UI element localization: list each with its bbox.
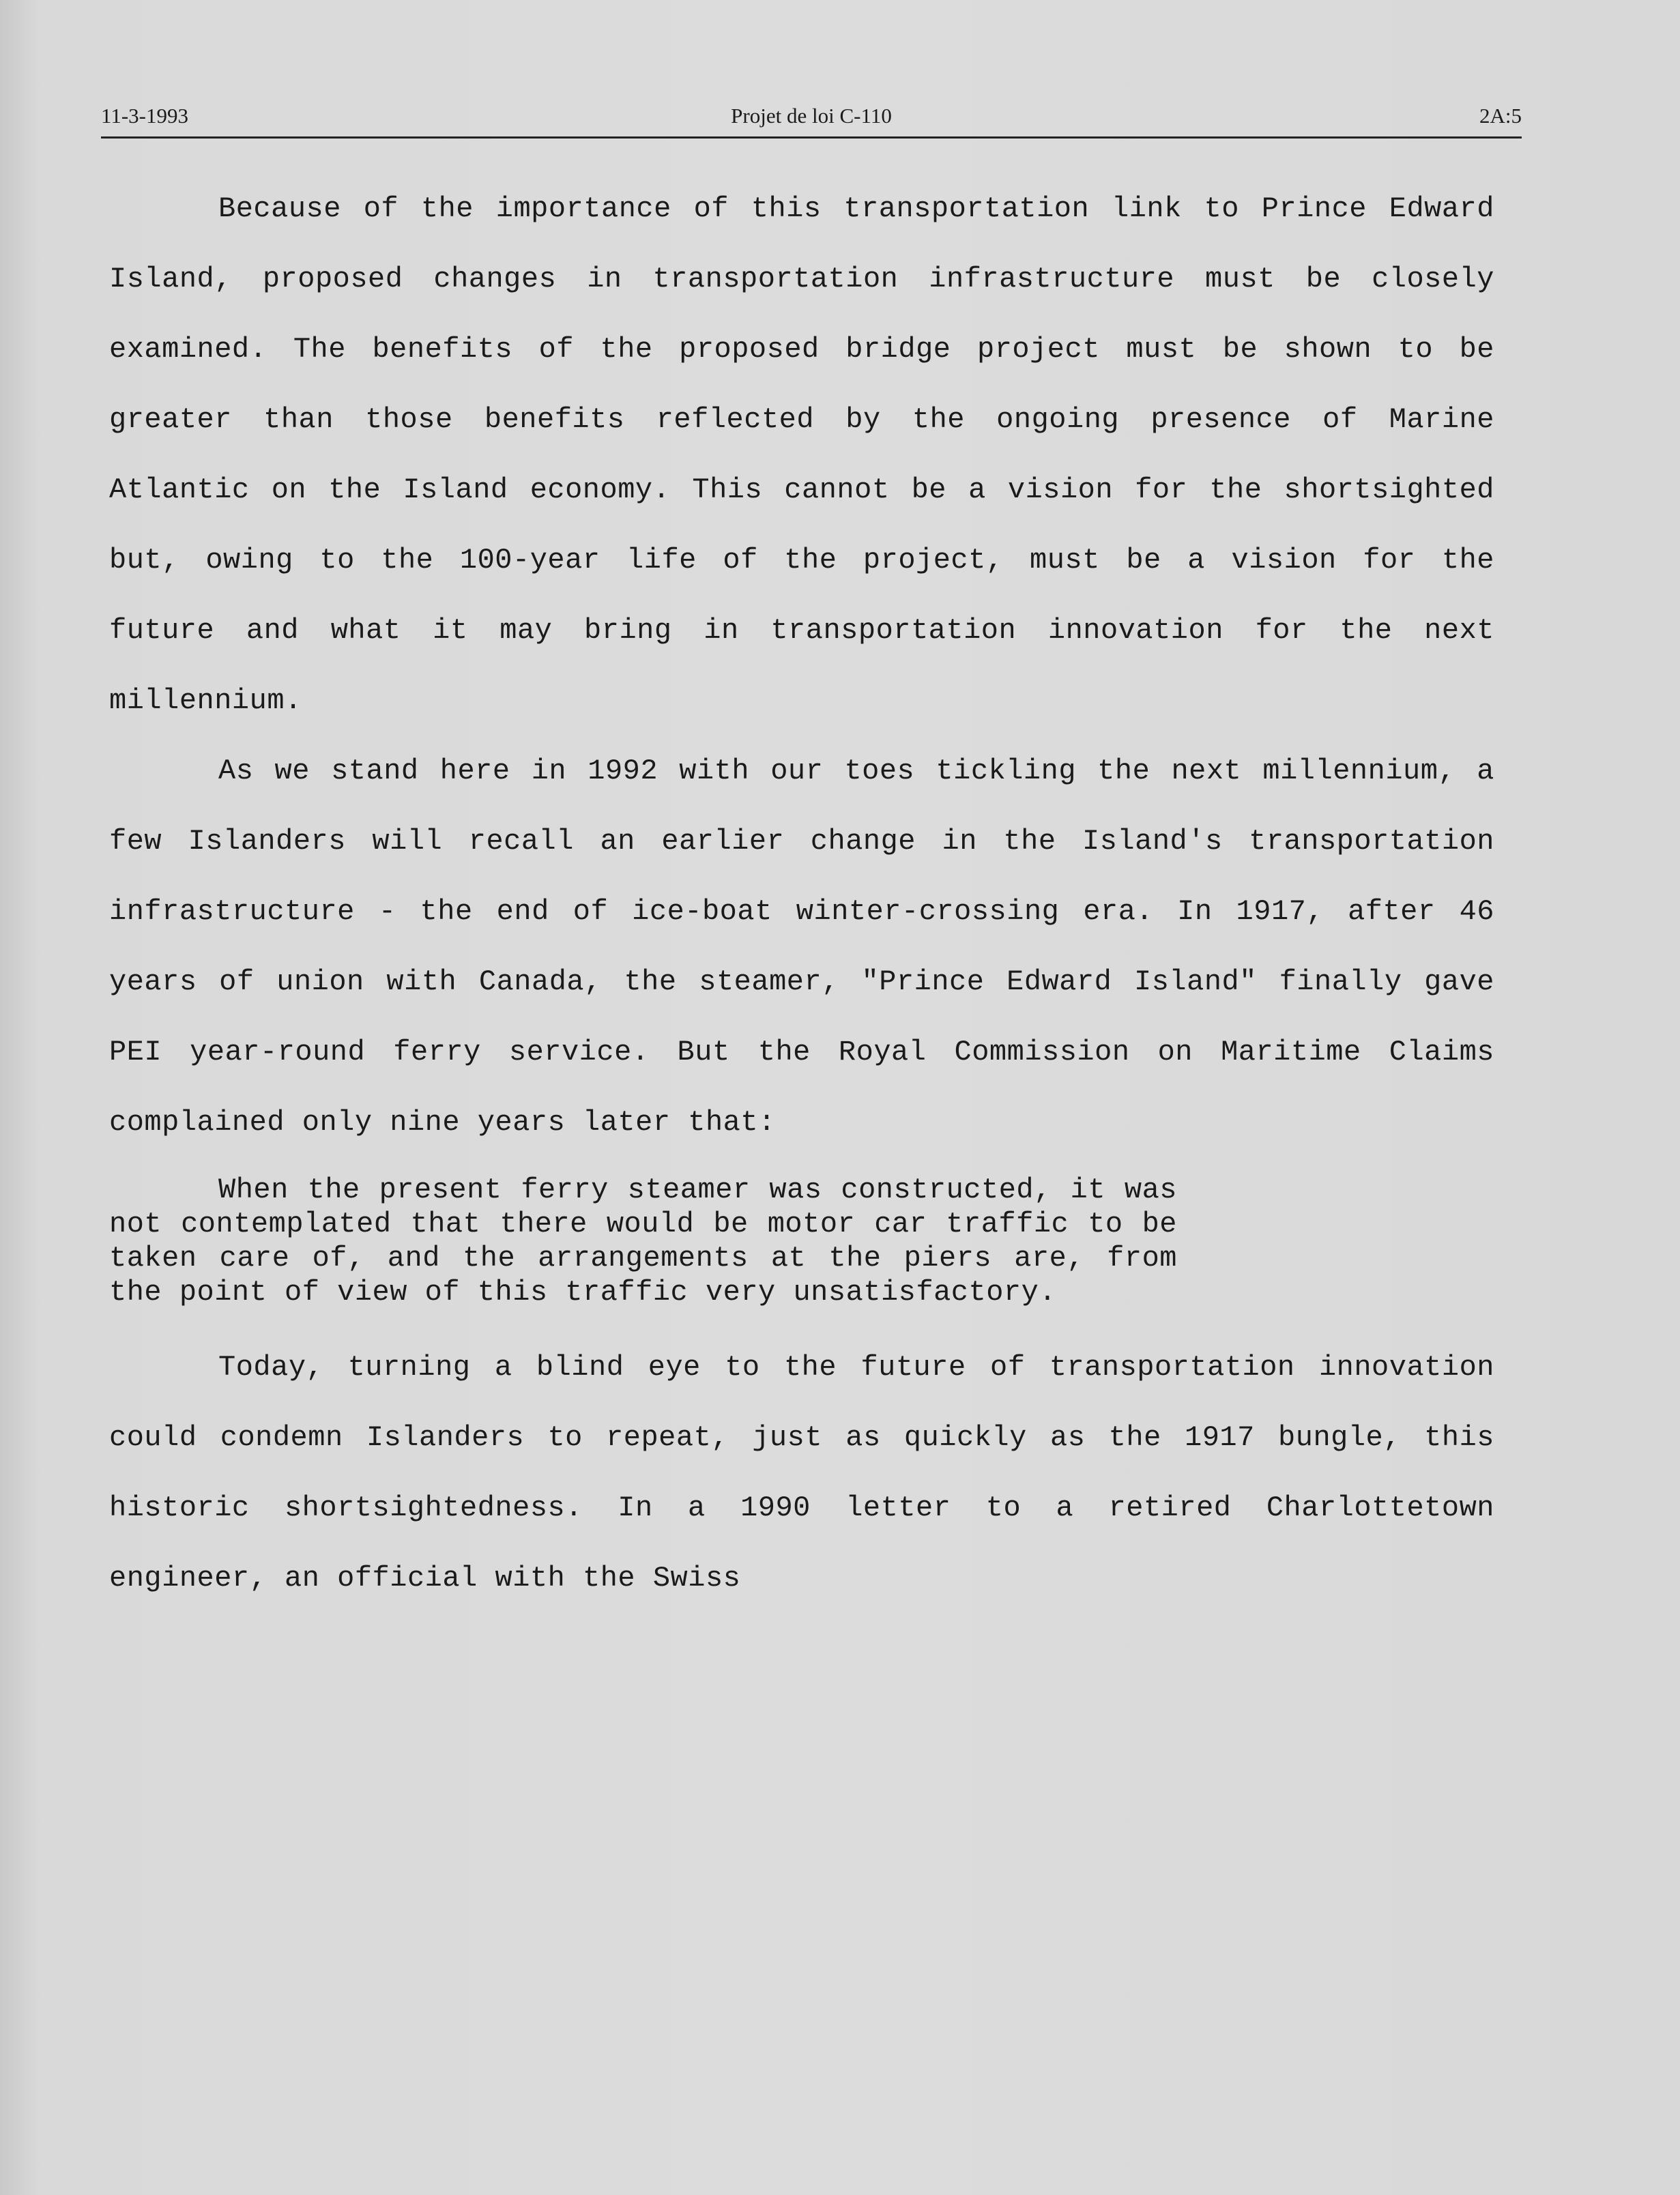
header-date: 11-3-1993 <box>101 104 188 128</box>
paragraph-3: Today, turning a blind eye to the future of transportation innovation could condemn Islanders to repeat, just as quickly as the 1917 bungle, this historic shortsightedness. In a 1990 letter to a retired Charlottetown engineer, an official with the Swiss <box>109 1351 1494 1595</box>
header-title: Projet de loi C-110 <box>731 104 892 128</box>
page-header <box>101 96 1522 139</box>
paragraph-2: As we stand here in 1992 with our toes tickling the next millennium, a few Islanders will recall an earlier change in the Island's transportation infrastructure - the end of ice-boat winter-crossing era. In 1917, after 46 years of union with Canada, the steamer, "Prince Edward Island" finally gave PEI year-round ferry service. But the Royal Commission on Maritime Claims complained only nine years later that: <box>109 755 1494 1139</box>
header-page-ref: 2A:5 <box>1479 104 1522 128</box>
paragraph-1: Because of the importance of this transportation link to Prince Edward Island, proposed changes in transportation infrastructure must be closely examined. The benefits of the proposed bridge project must be shown to be greater than those benefits reflected by the ongoing presence of Marine Atlantic on the Island economy. This cannot be a vision for the shortsighted but, owing to the 100-year life of the project, must be a vision for the future and what it may bring in transportation innovation for the next millennium. <box>109 192 1494 717</box>
block-quote: When the present ferry steamer was constructed, it was not contemplated that there would be motor car traffic to be taken care of, and the arrangements at the piers are, from the point of view of this traffic very unsatisfactory. <box>109 1174 1177 1309</box>
body-text <box>109 174 1494 1614</box>
